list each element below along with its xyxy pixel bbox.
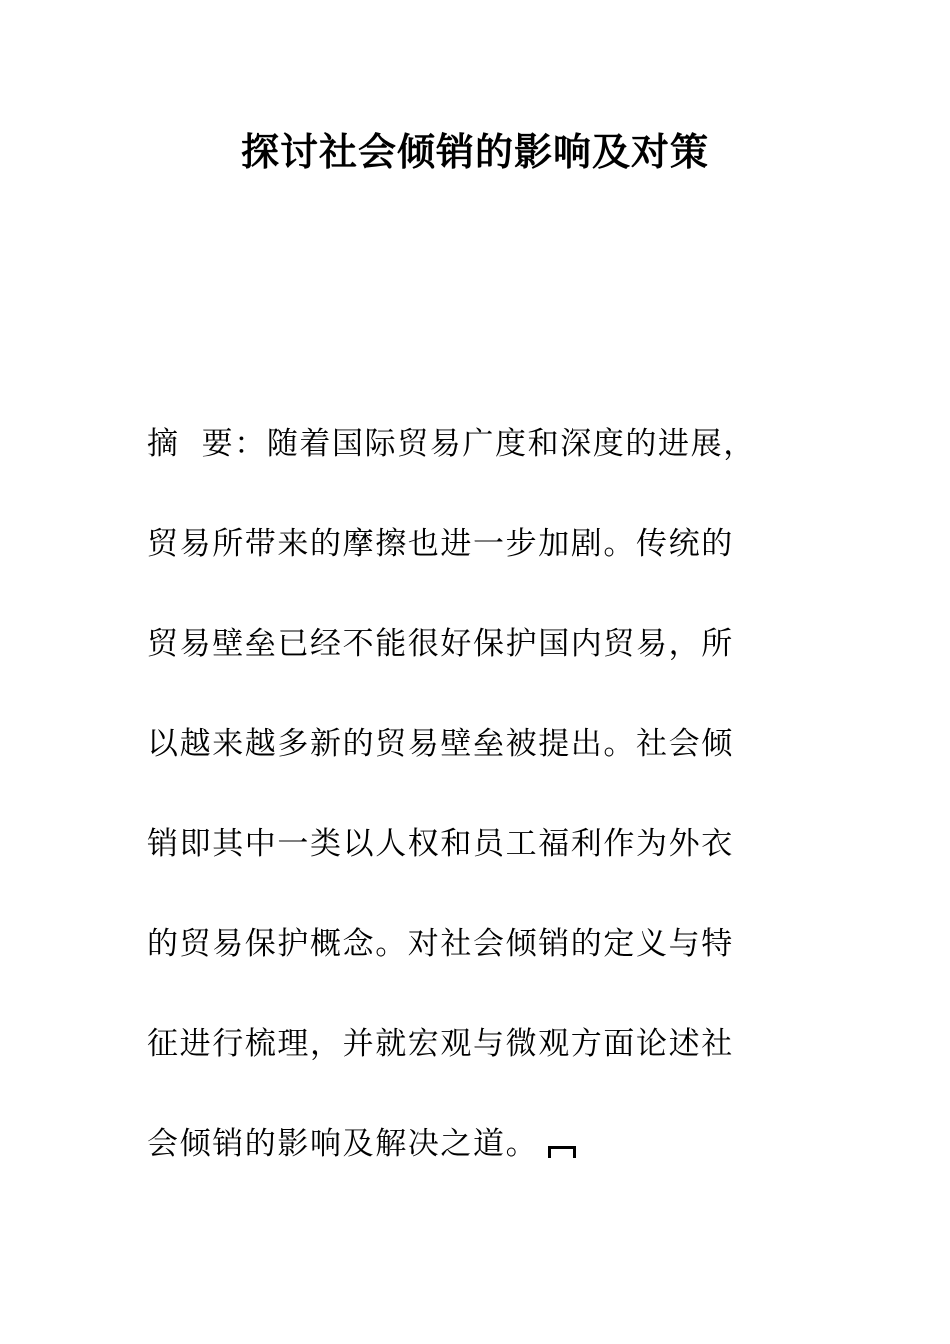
abstract-label-char-2: 要： <box>201 426 267 462</box>
abstract-text-line-8: 会倾销的影响及解决之道。 <box>147 1126 539 1162</box>
abstract-line-5: 销即其中一类以人权和员工福利作为外衣 <box>147 826 734 862</box>
abstract-line-2: 贸易所带来的摩擦也进一步加剧。传统的 <box>147 526 734 562</box>
abstract-label-char-1: 摘 <box>147 426 180 462</box>
abstract-line-7: 征进行梳理，并就宏观与微观方面论述社 <box>147 1026 734 1062</box>
abstract-line-8 <box>147 1094 787 1194</box>
abstract-line-3: 贸易壁垒已经不能很好保护国内贸易，所 <box>147 626 734 662</box>
abstract-text-line-1: 随着国际贸易广度和深度的进展， <box>266 426 756 462</box>
abstract-line-1 <box>147 394 787 494</box>
abstract-line-4: 以越来越多新的贸易壁垒被提出。社会倾 <box>147 726 734 762</box>
bracket-mark-icon <box>546 1144 578 1158</box>
abstract-section <box>147 394 787 1194</box>
document-title: 探讨社会倾销的影响及对策 <box>240 129 709 174</box>
abstract-line-6: 的贸易保护概念。对社会倾销的定义与特 <box>147 926 734 962</box>
